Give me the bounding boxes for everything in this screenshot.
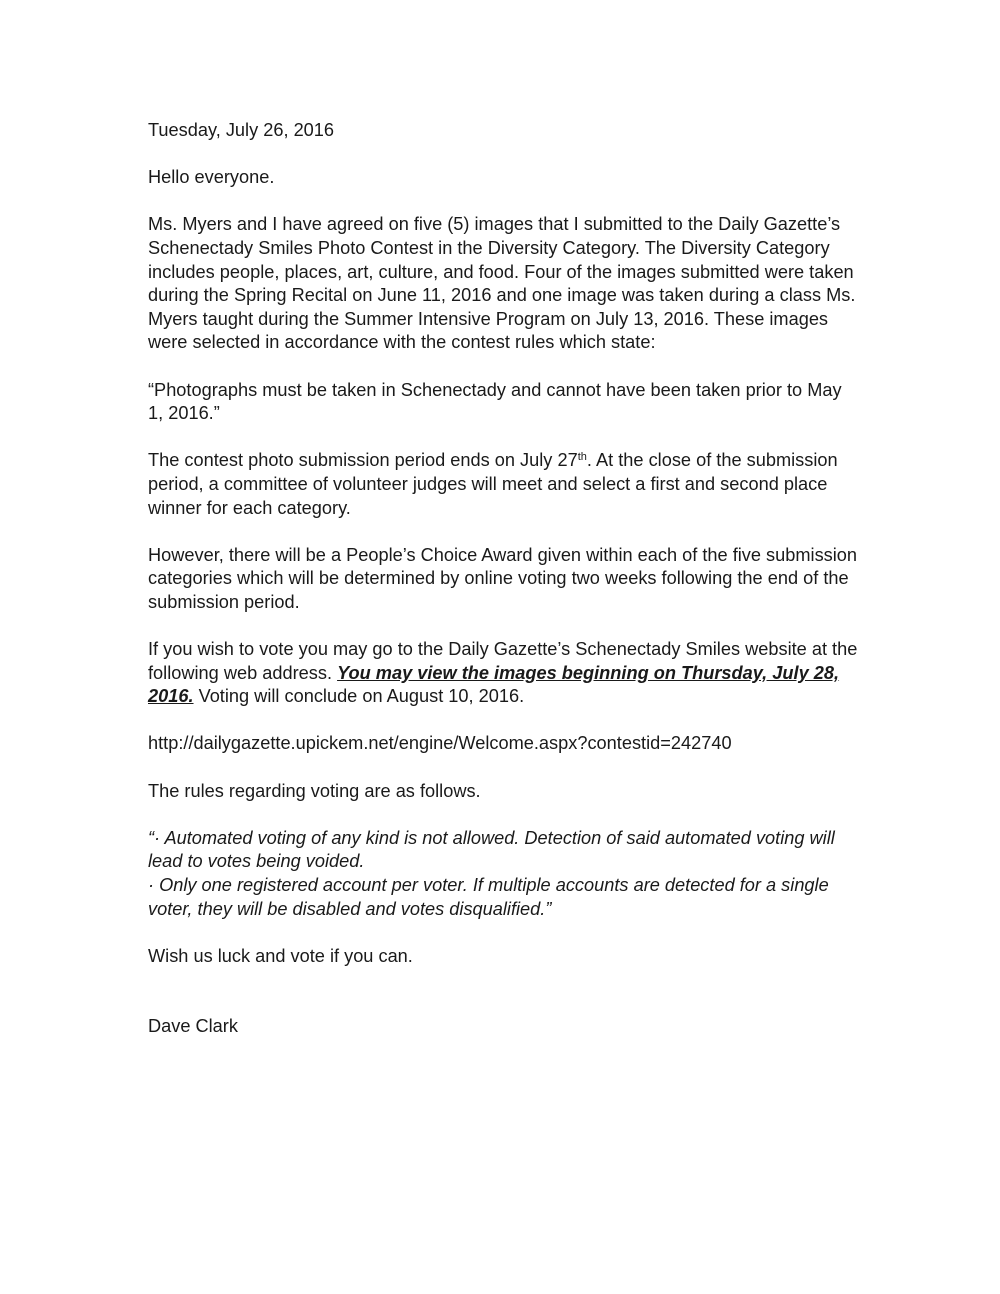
- voting-end-text: Voting will conclude on August 10, 2016.: [193, 686, 525, 707]
- paragraph-submission-period: [148, 449, 860, 520]
- view-date-emphasis: You may view the images beginning on Thursday, July 28, 2016.: [148, 662, 840, 707]
- contest-url: http://dailygazette.upickem.net/engine/Welcome.aspx?contestid=242740: [148, 733, 732, 754]
- ordinal-suffix: th: [577, 451, 587, 464]
- signature: Dave Clark: [148, 1016, 238, 1037]
- submission-period-text: The contest photo submission period ends on July 27: [148, 450, 578, 471]
- contest-rule-quote: “Photographs must be taken in Schenectady and cannot have been taken prior to May 1, 2016.”: [148, 379, 842, 424]
- letter-closing: Wish us luck and vote if you can.: [148, 945, 413, 966]
- judging-text: . At the close of the submission period, a committee of volunteer judges will meet and select a first and second place winner for each category.: [148, 450, 838, 518]
- voting-rule-automated: “· Automated voting of any kind is not allowed. Detection of said automated voting will lead to votes being voided.: [148, 827, 835, 872]
- paragraph-voting-info: [148, 638, 860, 709]
- letter-body: [148, 119, 860, 1039]
- paragraph-peoples-choice: However, there will be a People’s Choice Award given within each of the five submission categories which will be determined by online voting two weeks following the end of the submission period.: [148, 544, 858, 612]
- voting-intro-text: If you wish to vote you may go to the Daily Gazette’s Schenectady Smiles website at the following web address.: [148, 639, 858, 683]
- paragraph-submission: Ms. Myers and I have agreed on five (5) images that I submitted to the Daily Gazette’s Schenectady Smiles Photo Contest in the Diversity Category. The Diversity Category includes people, places, art, culture, and food. Four of the images submitted were taken during the Spring Recital on June 11, 2016 and one image was taken during a class Ms. Myers taught during the Summer Intensive Program on July 13, 2016. These images were selected in accordance with the contest rules which state:: [148, 214, 856, 353]
- letter-greeting: Hello everyone.: [148, 167, 275, 188]
- rules-intro: The rules regarding voting are as follows.: [148, 780, 481, 801]
- voting-rule-accounts: · Only one registered account per voter. If multiple accounts are detected for a single voter, they will be disabled and votes disqualified.”: [148, 875, 829, 919]
- letter-date: Tuesday, July 26, 2016: [148, 120, 335, 140]
